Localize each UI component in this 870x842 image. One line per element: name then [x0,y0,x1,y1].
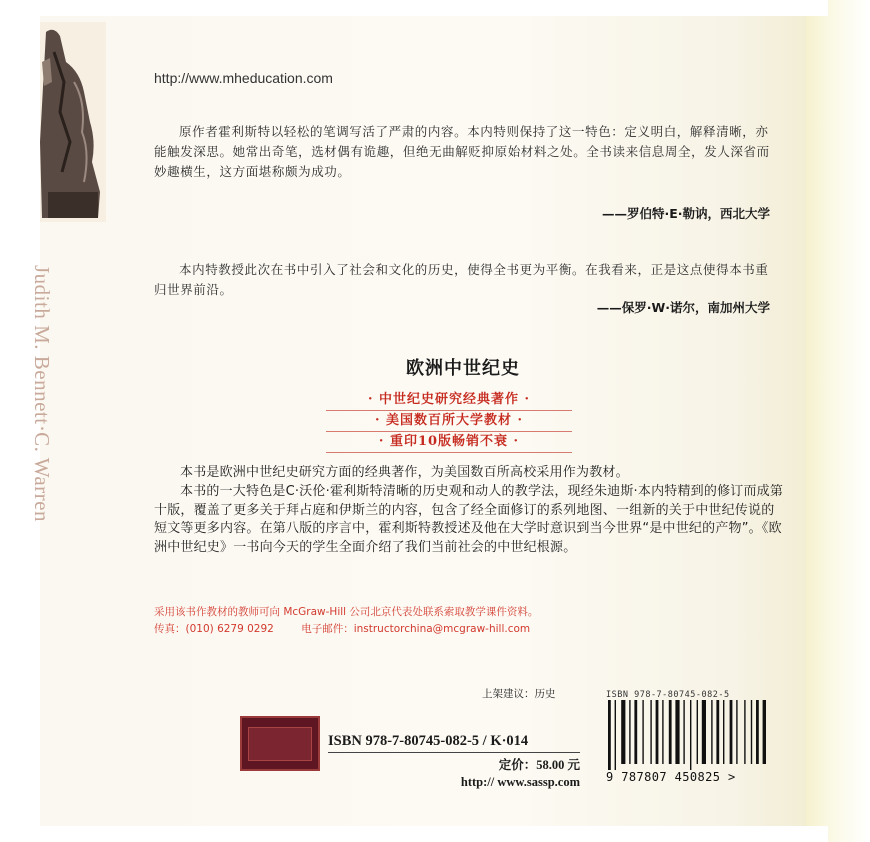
feature-tag: · 美国数百所大学教材 · [326,411,572,432]
feature-tags [326,390,572,453]
instructor-contact [154,604,774,638]
praise-quote-1: 原作者霍利斯特以轻松的笔调写活了严肃的内容。本内特则保持了这一特色：定义明白，解释清晰，亦能触发深思。她常出奇笔，选材偶有诡趣，但绝无曲解贬抑原始材料之处。全书读来信息周全，发人深省而妙趣横生，这方面堪称颇为成功。 [154,124,770,179]
book-description [154,464,784,558]
contact-note: 采用该书作教材的教师可向 McGraw-Hill 公司北京代表处联系索取教学课件资料。 [154,606,539,618]
feature-tag: · 中世纪史研究经典著作 · [326,390,572,411]
praise-quote-2: 本内特教授此次在书中引入了社会和文化的历史，使得全书更为平衡。在我看来，正是这点使得本书重归世界前沿。 [154,262,769,297]
barcode-bar [751,700,752,764]
spine-author-2: C. Warren [30,432,54,522]
barcode-bar [629,700,630,764]
price-text: 定价：58.00 元 [498,758,580,772]
barcode-bar [656,700,659,764]
feature-tag: · 重印10版畅销不衰 · [326,432,572,453]
barcode-isbn-label: ISBN 978-7-80745-082-5 [606,690,730,700]
barcode-bar [615,700,616,770]
barcode [606,700,766,770]
barcode-bar [723,700,724,764]
barcode-bar [621,700,625,764]
barcode-bar [675,700,679,764]
isbn-price-block [328,733,580,790]
publisher-url[interactable]: http://www.mheducation.com [154,70,333,86]
publisher-logo [240,716,320,771]
praise-attribution-1: ——罗伯特·E·勒讷，西北大学 [601,206,770,221]
barcode-bar [669,700,672,764]
barcode-bar [763,700,766,764]
barcode-bar [634,700,637,764]
cover-edge [806,0,870,842]
barcode-bar [711,700,712,764]
barcode-bar [756,700,759,764]
contact-fax: 传真：(010) 6279 0292 [154,623,274,635]
book-title: 欧洲中世纪史 [406,358,520,379]
medieval-figure-illustration [40,22,106,222]
barcode-bar [650,700,651,764]
barcode-number: 9 787807 450825 > [606,770,736,784]
spine-authors [28,265,84,605]
shelf-suggestion: 上架建议：历史 [482,688,556,700]
spine-separator: · [30,424,54,433]
description-paragraph: 本书是欧洲中世纪史研究方面的经典著作，为美国数百所高校采用作为教材。 [180,465,629,480]
barcode-bar [683,700,684,764]
barcode-bar [744,700,745,764]
isbn-text: ISBN 978-7-80745-082-5 / K·014 [328,733,580,753]
barcode-bar [662,700,663,764]
barcode-bar [690,700,691,770]
publisher-website[interactable]: http:// www.sassp.com [460,775,580,789]
praise-attribution-2: ——保罗·W·诺尔，南加州大学 [596,300,770,315]
barcode-bar [697,700,698,764]
contact-email[interactable]: 电子邮件：instructorchina@mcgraw-hill.com [301,623,531,635]
barcode-bar [730,700,733,764]
barcode-bar [642,700,643,764]
barcode-bar [716,700,719,764]
barcode-bar [608,700,611,770]
spine-author-1: Judith M. Bennett [30,265,54,425]
barcode-bar [702,700,706,764]
description-paragraph: 本书的一大特色是C·沃伦·霍利斯特清晰的历史观和动人的教学法，现经朱迪斯·本内特精到的修订而成第十版，覆盖了更多关于拜占庭和伊斯兰的内容，包含了经全面修订的系列地图、一组新的关于中世纪传说的短文等更多内容。在第八版的序言中，霍利斯特教授述及他在大学时意识到当今世界“是中世纪的产物”。《欧洲中世纪史》一书向今天的学生全面介绍了我们当前社会的中世纪根源。 [154,483,784,556]
barcode-bar [736,700,737,764]
